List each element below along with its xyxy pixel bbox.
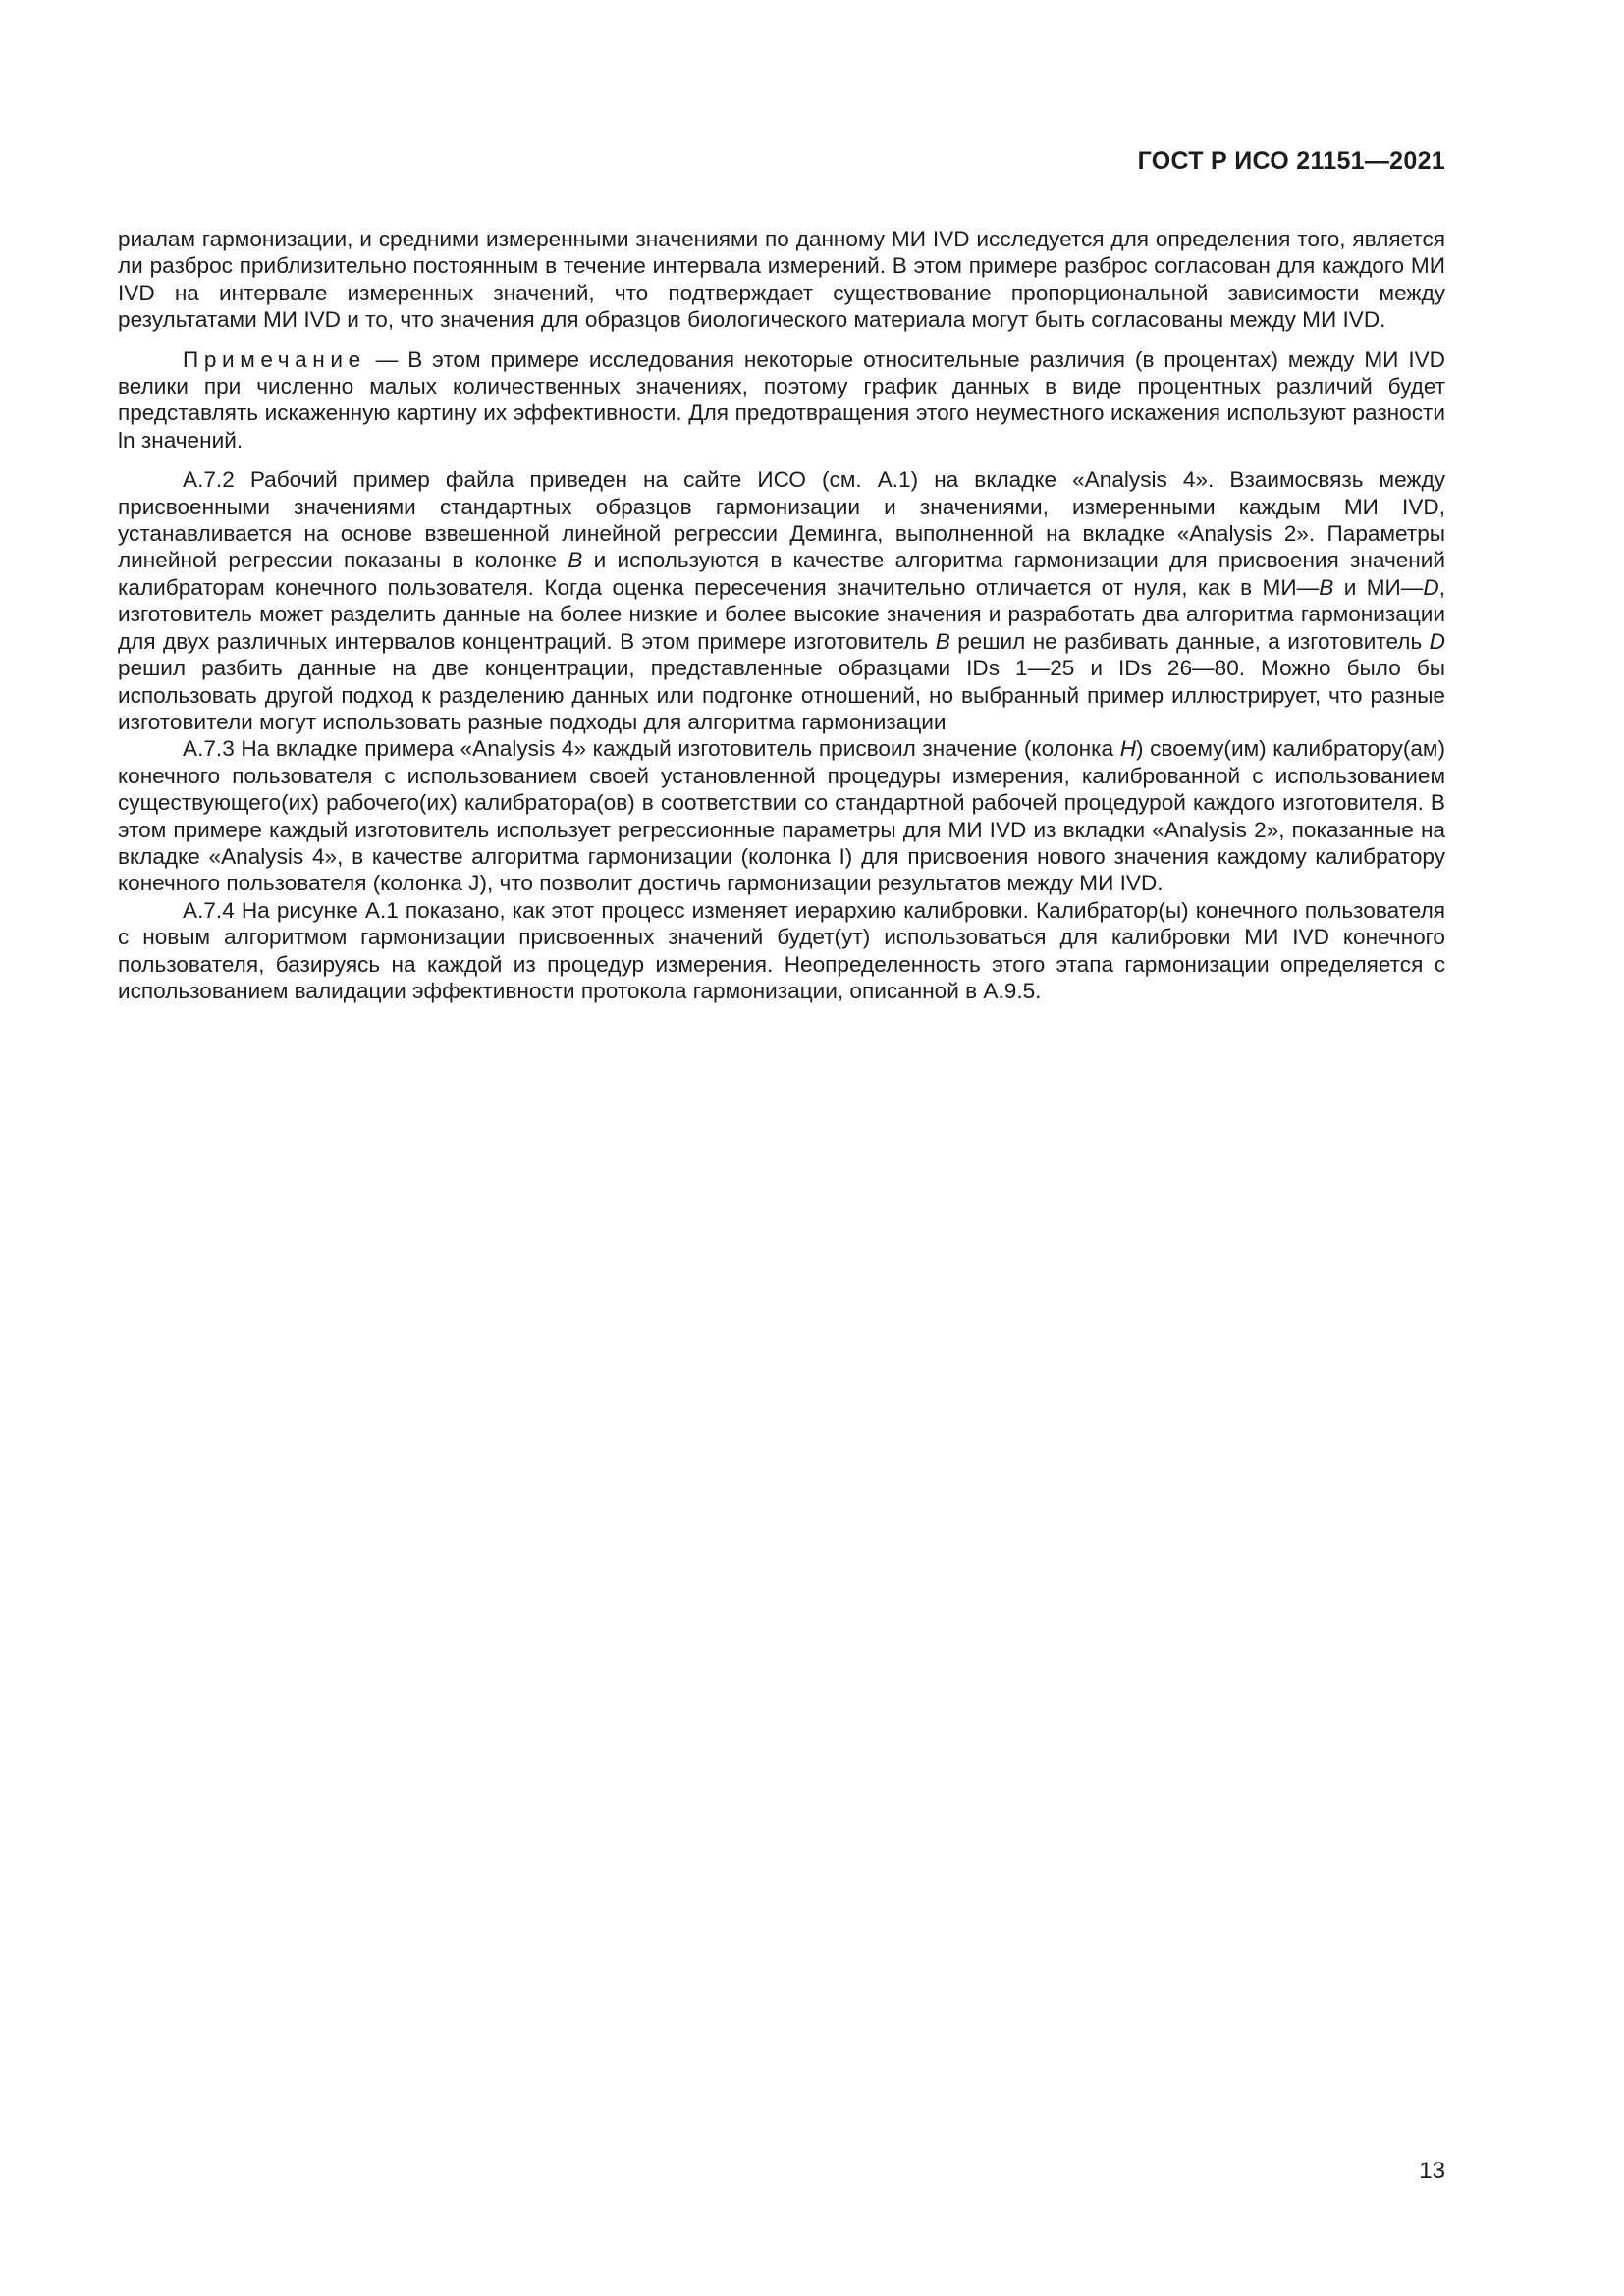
document-body (118, 226, 1445, 1004)
text-run: решил не разбивать данные, а изготовитель (949, 628, 1430, 654)
note-text: — В этом примере исследования некоторые относительные различия (в процентах) между МИ IVD велики при численно малых количественных значениях, поэтому график данных в виде процентных различий будет представлять искаженную картину их эффективности. Для предотвращения этого неуместного искажения используют разности ln значений. (118, 347, 1445, 453)
note-label: Примечание (183, 347, 366, 372)
text-run: и используются в качестве алгоритма гармонизации для присвоения значений калибраторам конечного пользователя. Когда оценка пересечения значительно отличается от нуля, как в МИ— (118, 548, 1445, 600)
italic-letter: D (1429, 628, 1445, 654)
text-run: А.7.2 Рабочий пример файла приведен на сайте ИСО (см. А.1) на вкладке «Analysis 4». Взаимосвязь между присвоенными значениями стандартных образцов гармонизации и значениями, измеренными каждым МИ IVD, устанавливается на основе взвешенной линейной регрессии Деминга, выполненной на вкладке «Analysis 2». Параметры линейной регрессии показаны в колонке (118, 467, 1445, 573)
paragraph-a-7-3 (118, 735, 1445, 896)
page-number: 13 (1419, 2158, 1445, 2184)
paragraph-a-7-2 (118, 466, 1445, 735)
text-run: ) своему(им) калибратору(ам) конечного пользователя с использованием своей установленной процедуры измерения, калиброванной с использованием существующего(их) рабочего(их) калибратора(ов) в соответствии со стандартной рабочей процедурой каждого изготовителя. В этом примере каждый изготовитель использует регрессионные параметры для МИ IVD из вкладки «Analysis 2», показанные на вкладке «Analysis 4», в качестве алгоритма гармонизации (колонка I) для присвоения нового значения каждому калибратору конечного пользователя (колонка J), что позволит достичь гармонизации результатов между МИ IVD. (118, 736, 1445, 896)
text-run: и МИ— (1333, 574, 1424, 600)
text-run: , изготовитель может разделить данные на более низкие и более высокие значения и разработать два алгоритма гармонизации для двух различных интервалов концентраций. В этом примере изготовитель (118, 574, 1445, 654)
paragraph-a-7-4: А.7.4 На рисунке А.1 показано, как этот процесс изменяет иерархию калибровки. Калибратор(ы) конечного пользователя с новым алгоритмом гармонизации присвоенных значений будет(ут) использоваться для калибровки МИ IVD конечного пользователя, базируясь на каждой из процедур измерения. Неопределенность этого этапа гармонизации определяется с использованием валидации эффективности протокола гармонизации, описанной в А.9.5. (118, 897, 1445, 1003)
text-run: А.7.3 На вкладке примера «Analysis 4» каждый изготовитель присвоил значение (колонка (183, 736, 1120, 762)
document-header: ГОСТ Р ИСО 21151—2021 (1137, 147, 1445, 175)
italic-letter: B (568, 548, 583, 573)
italic-letter: D (1423, 574, 1439, 600)
text-run: решил разбить данные на две концентрации, представленные образцами IDs 1—25 и IDs 26—80. Можно было бы использовать другой подход к разделению данных или подгонке отношений, но выбранный пример иллюстрирует, что разные изготовители могут использовать разные подходы для алгоритма гармонизации (118, 656, 1445, 734)
italic-letter: B (935, 628, 950, 654)
paragraph-continuation: риалам гармонизации, и средними измеренными значениями по данному МИ IVD исследуется для определения того, является ли разброс приблизительно постоянным в течение интервала измерений. В этом примере разброс согласован для каждого МИ IVD на интервале измеренных значений, что подтверждает существование пропорциональной зависимости между результатами МИ IVD и то, что значения для образцов биологического материала могут быть согласованы между МИ IVD. (118, 227, 1445, 333)
italic-letter: B (1319, 574, 1334, 600)
note-paragraph (118, 347, 1445, 454)
italic-letter: H (1119, 736, 1137, 762)
